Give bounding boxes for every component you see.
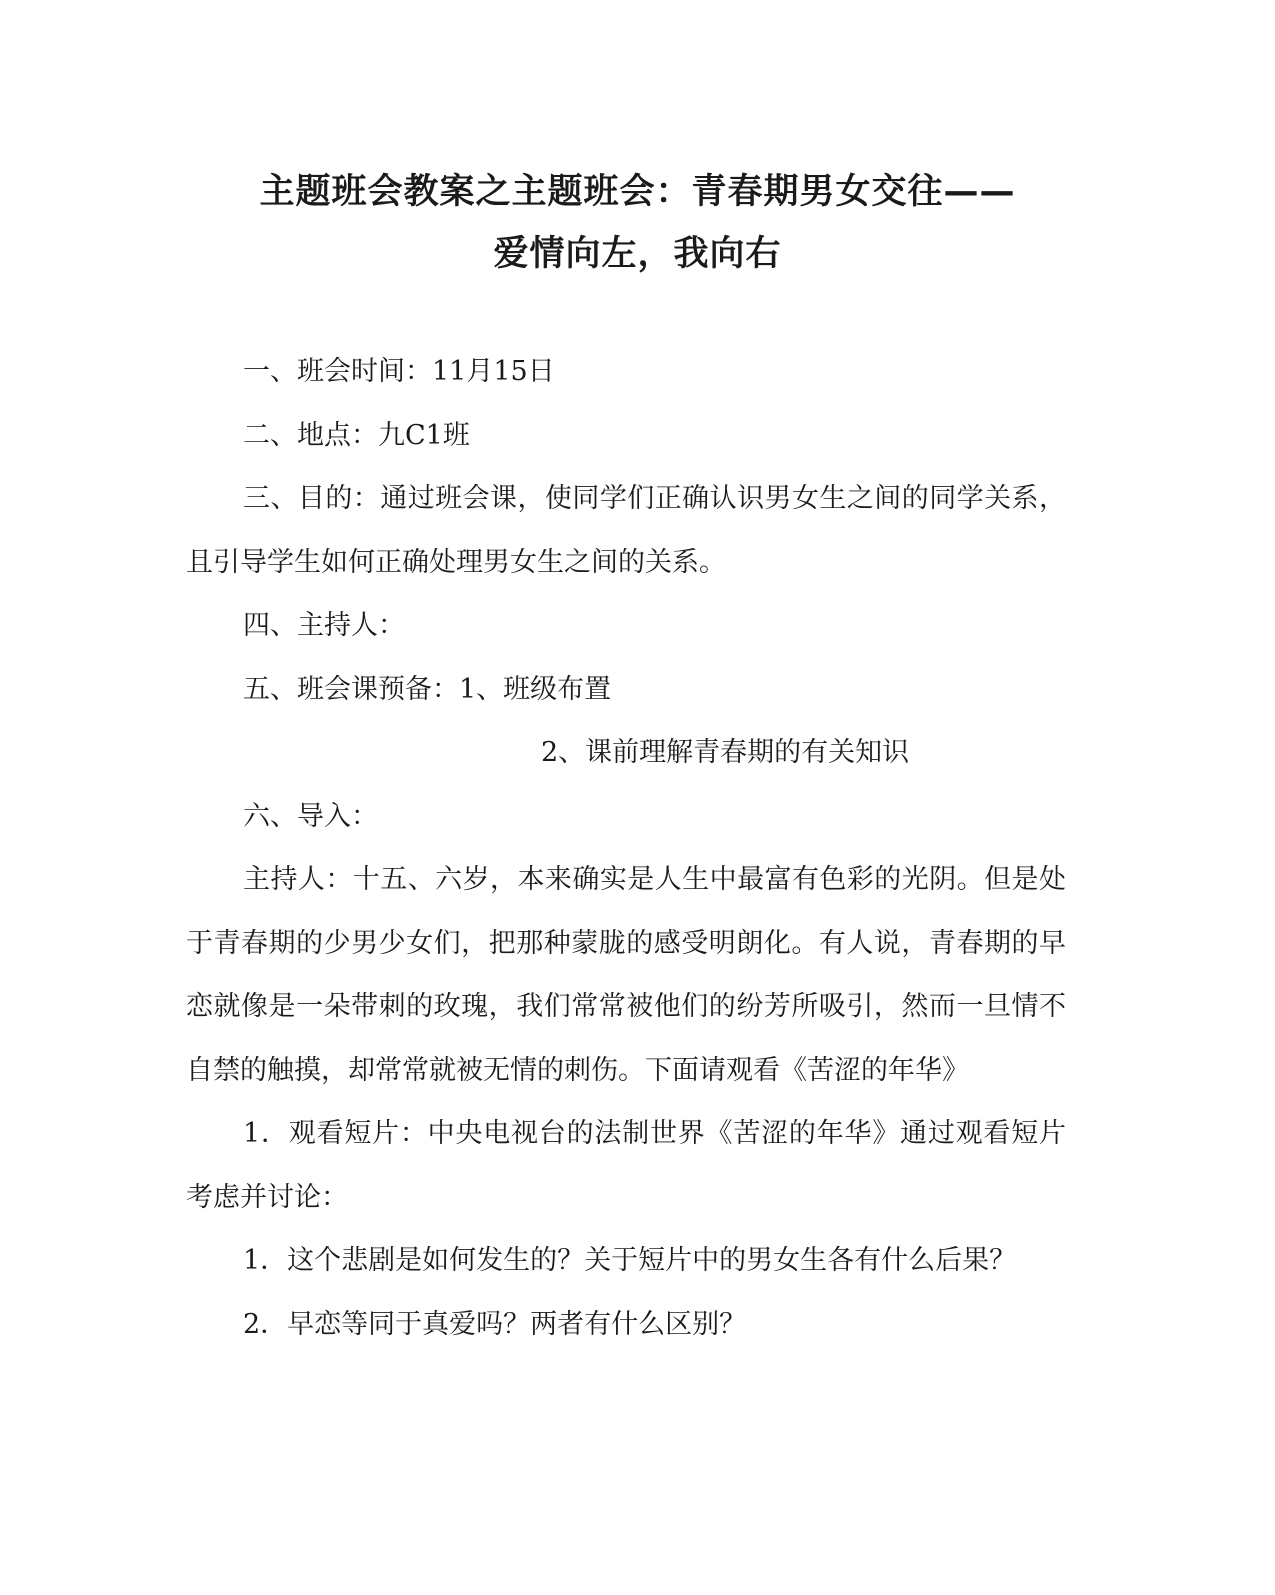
paragraph-location: 二、地点：九C1班 [243, 419, 470, 451]
document-title-line-1: 主题班会教案之主题班会：青春期男女交往—— [259, 172, 1016, 212]
paragraph-host-speech: 主持人：十五、六岁，本来确实是人生中最富有色彩的光阴。但是处于青春期的少男少女们，把那种蒙胧的感受明朗化。有人说，青春期的早恋就像是一朵带刺的玫瑰，我们常常被他们的纷芳所吸引，然而一旦情不自禁的触摸，却常常就被无情的刺伤。下面请观看《苦涩的年华》 [186, 864, 1066, 1086]
paragraph-question-1: 1．这个悲剧是如何发生的？关于短片中的男女生各有什么后果？ [243, 1245, 1017, 1276]
paragraph-meeting-time: 一、班会时间：11月15日 [243, 356, 555, 387]
paragraph-question-2: 2．早恋等同于真爱吗？两者有什么区别？ [243, 1308, 747, 1340]
paragraph-purpose: 三、目的：通过班会课，使同学们正确认识男女生之间的同学关系，且引导学生如何正确处理男女生之间的关系。 [186, 483, 1066, 578]
paragraph-watch-film: 1．观看短片：中央电视台的法制世界《苦涩的年华》通过观看短片考虑并讨论： [186, 1118, 1066, 1213]
paragraph-preparation-item-2: 2、课前理解青春期的有关知识 [541, 737, 910, 768]
paragraph-host: 四、主持人： [243, 610, 405, 641]
document-title-line-2: 爱情向左，我向右 [493, 234, 782, 274]
paragraph-introduction-heading: 六、导入： [243, 800, 378, 832]
paragraph-preparation: 五、班会课预备：1、班级布置 [243, 673, 612, 705]
document-body [186, 340, 1066, 1356]
